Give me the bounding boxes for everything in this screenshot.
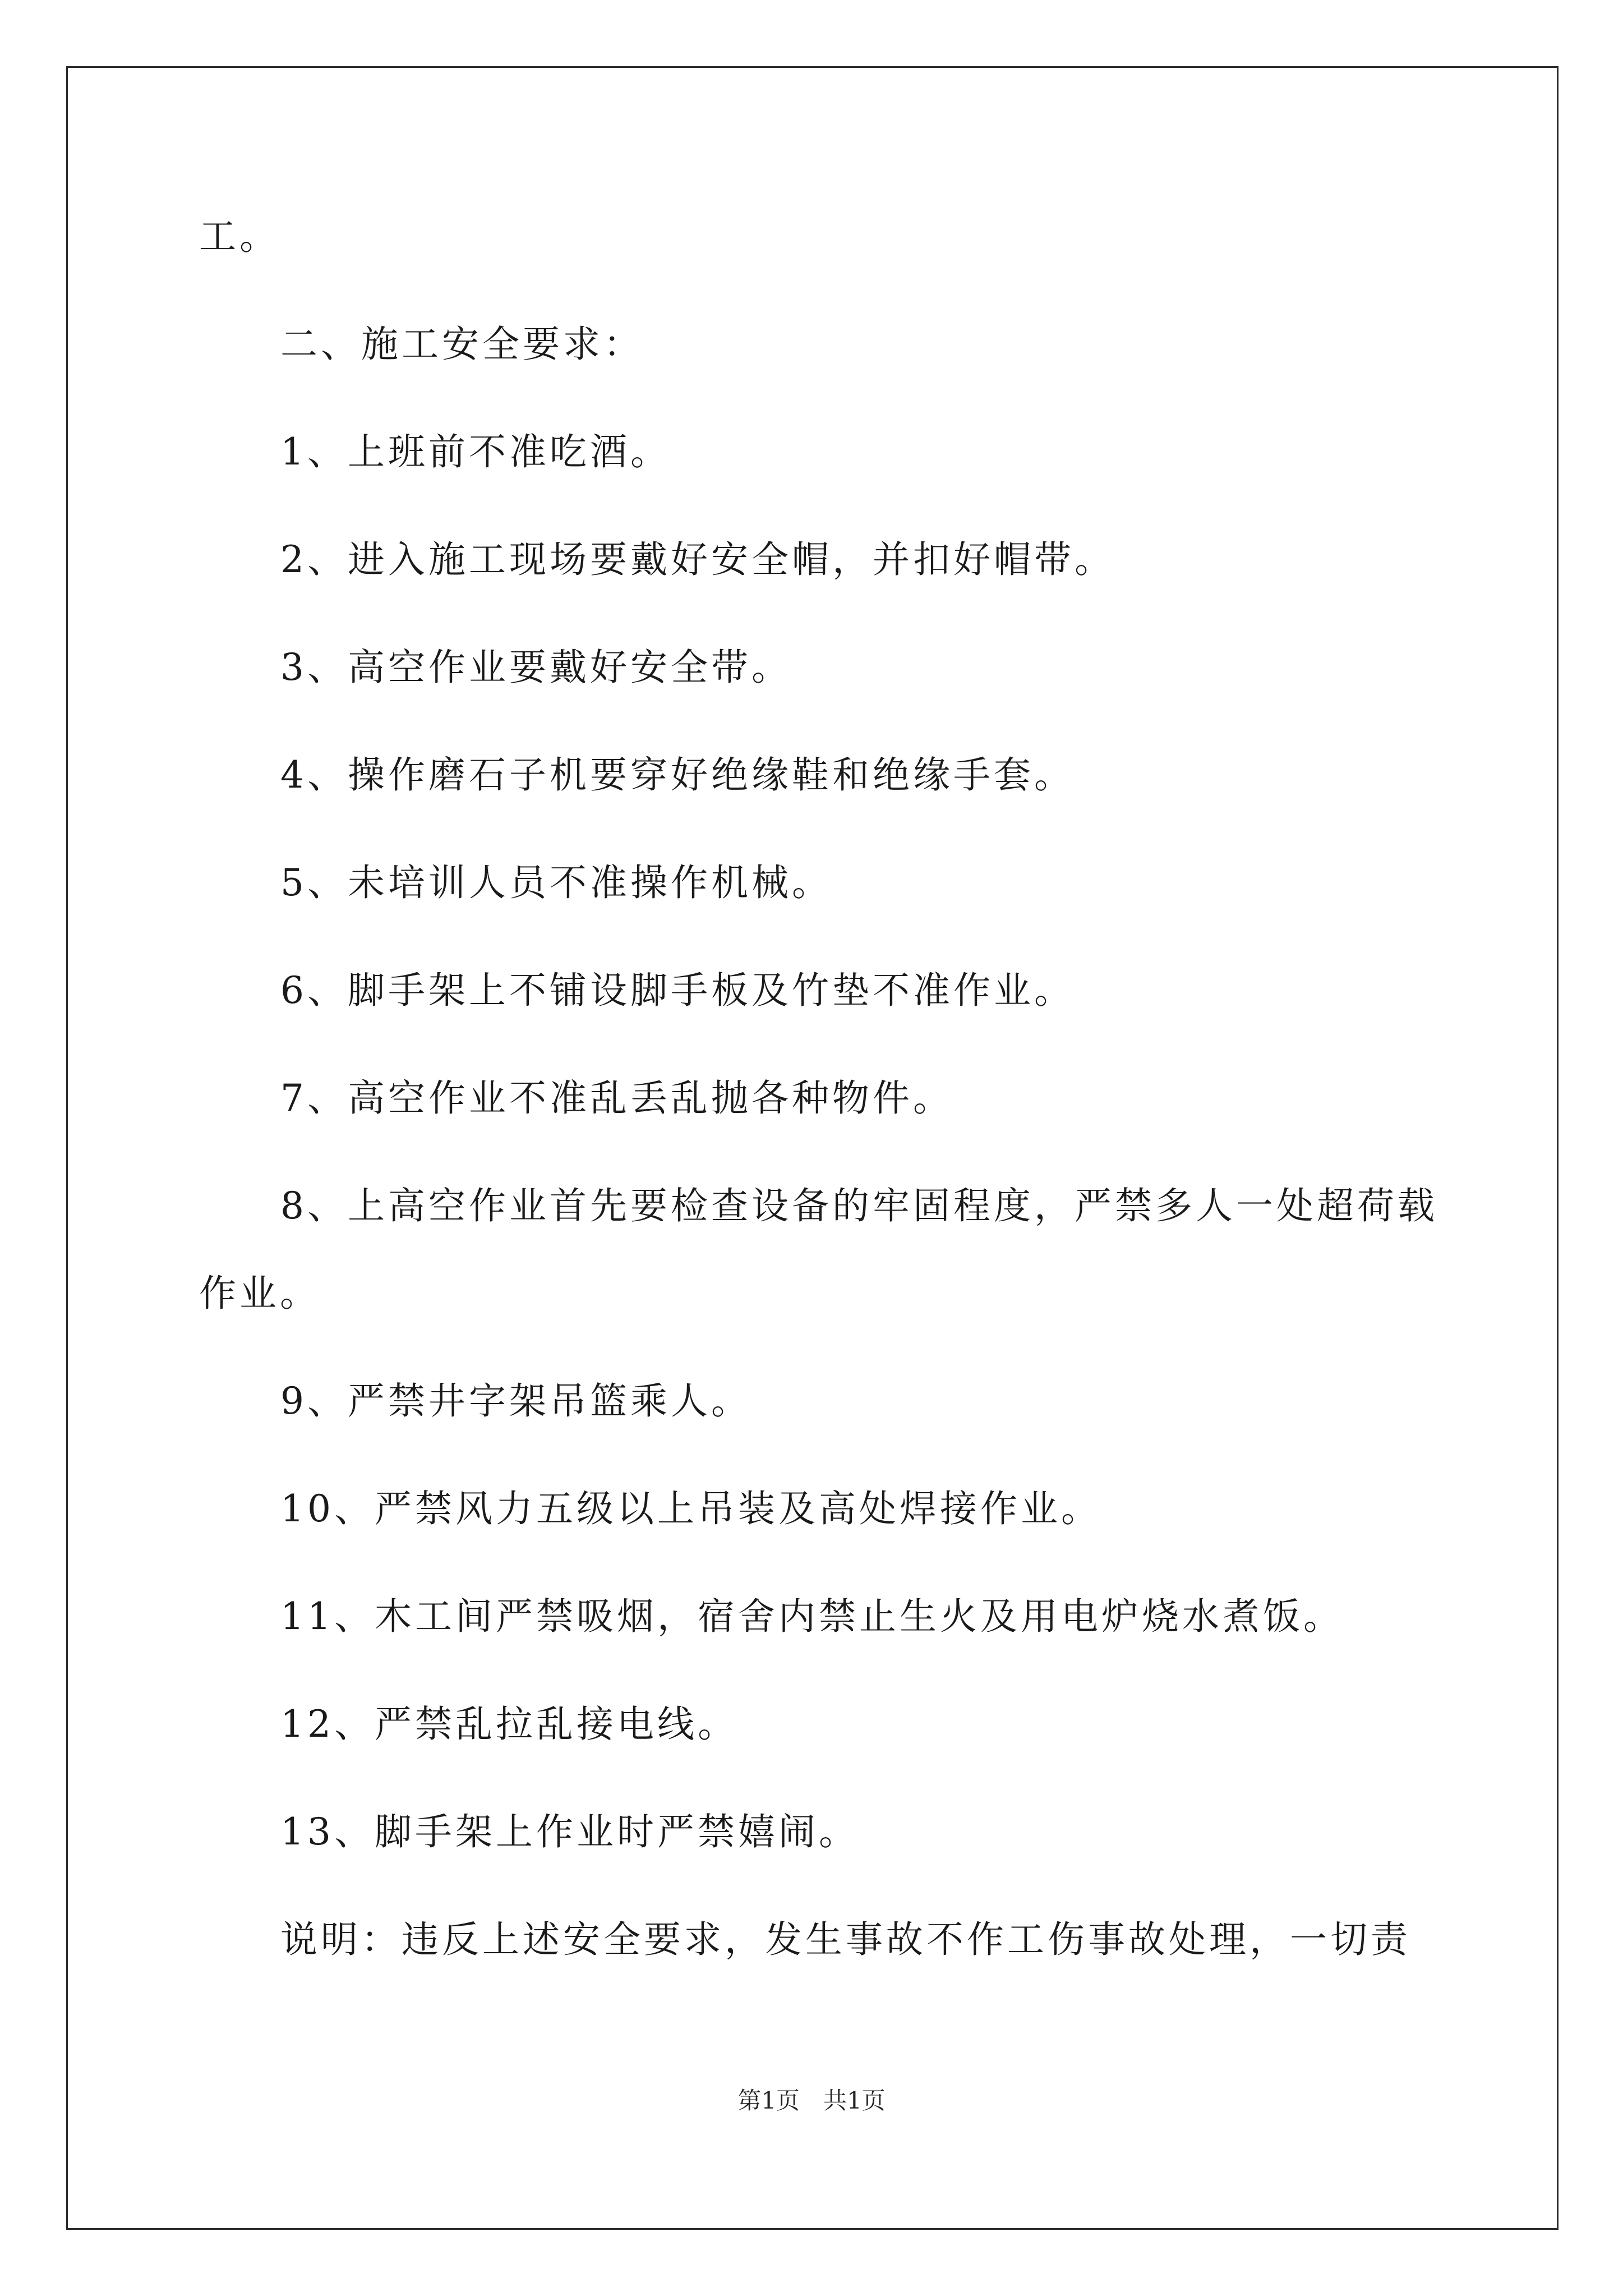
list-item: 13、脚手架上作业时严禁嬉闹。 (280, 1810, 859, 1853)
list-item: 5、未培训人员不准操作机械。 (280, 861, 832, 904)
list-item: 12、严禁乱拉乱接电线。 (280, 1703, 738, 1746)
list-item: 6、脚手架上不铺设脚手板及竹垫不准作业。 (280, 969, 1075, 1012)
list-item: 9、严禁井字架吊篮乘人。 (280, 1379, 751, 1423)
note-paragraph: 说明：违反上述安全要求，发生事故不作工伤事故处理，一切责 (280, 1918, 1411, 1961)
list-item: 7、高空作业不准乱丢乱抛各种物件。 (280, 1076, 953, 1120)
list-item: 1、上班前不准吃酒。 (280, 430, 671, 473)
list-item-continuation: 作业。 (199, 1272, 320, 1315)
list-item: 11、木工间严禁吸烟，宿舍内禁止生火及用电炉烧水煮饭。 (280, 1595, 1344, 1638)
list-item: 2、进入施工现场要戴好安全帽，并扣好帽带。 (280, 538, 1115, 581)
page-border (66, 66, 1559, 2230)
text-line: 工。 (199, 215, 280, 258)
list-item: 4、操作磨石子机要穿好绝缘鞋和绝缘手套。 (280, 753, 1075, 797)
list-item: 10、严禁风力五级以上吊装及高处焊接作业。 (280, 1487, 1101, 1530)
list-item: 3、高空作业要戴好安全带。 (280, 646, 792, 689)
page-number-footer: 第1页 共1页 (737, 2087, 886, 2114)
section-heading: 二、施工安全要求： (280, 323, 644, 366)
list-item: 8、上高空作业首先要检查设备的牢固程度，严禁多人一处超荷载 (280, 1184, 1438, 1227)
